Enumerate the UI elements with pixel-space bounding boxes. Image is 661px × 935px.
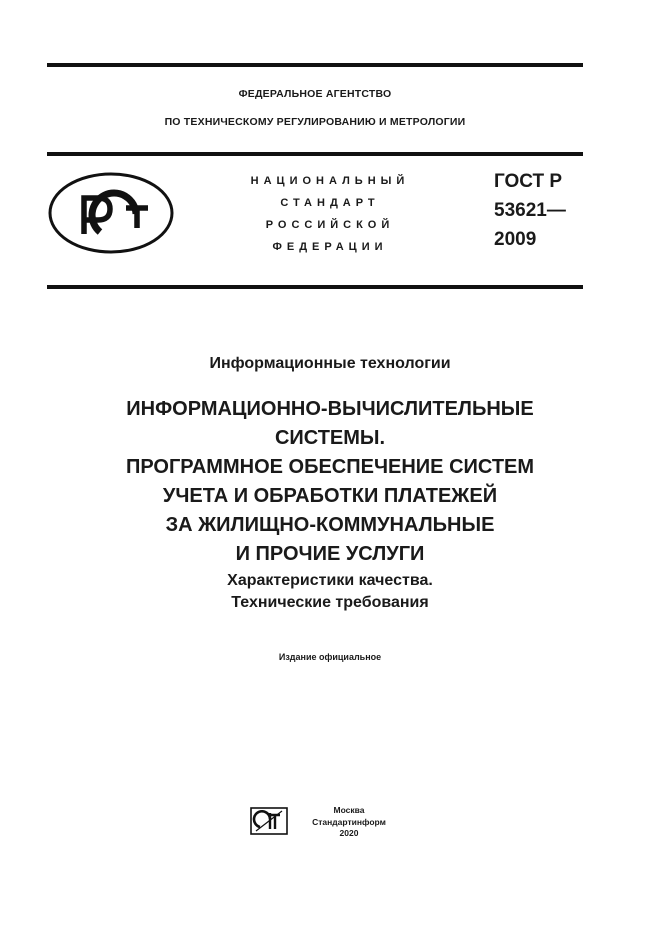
publisher-year: 2020 [339, 828, 359, 838]
title-line: ЗА ЖИЛИЩНО-КОММУНАЛЬНЫЕ [165, 514, 495, 536]
publisher-city: Москва [333, 805, 365, 815]
national-standard-line-3: РОССИЙСКОЙ [265, 219, 395, 231]
edition-label: Издание официальное [278, 652, 382, 662]
agency-line-2: ПО ТЕХНИЧЕСКОМУ РЕГУЛИРОВАНИЮ И МЕТРОЛОГИИ [164, 116, 466, 128]
publisher-name: Стандартинформ [312, 816, 386, 827]
national-standard-label [230, 170, 430, 258]
publisher-info [304, 805, 394, 840]
document-title [47, 395, 613, 569]
title-line: И ПРОЧИЕ УСЛУГИ [235, 543, 425, 565]
title-line: ИНФОРМАЦИОННО-ВЫЧИСЛИТЕЛЬНЫЕ [126, 398, 534, 420]
gost-designation [494, 167, 566, 254]
subtitle-line: Технические требования [231, 594, 429, 611]
title-line: УЧЕТА И ОБРАБОТКИ ПЛАТЕЖЕЙ [162, 485, 498, 507]
national-standard-line-2: СТАНДАРТ [280, 197, 380, 209]
agency-line-1: ФЕДЕРАЛЬНОЕ АГЕНТСТВО [238, 88, 392, 100]
title-line: ПРОГРАММНОЕ ОБЕСПЕЧЕНИЕ СИСТЕМ [125, 456, 535, 478]
top-rule [47, 63, 583, 67]
national-standard-line-4: ФЕДЕРАЦИИ [272, 241, 388, 253]
national-standard-line-1: НАЦИОНАЛЬНЫЙ [250, 175, 410, 187]
gost-line-2: 53621— [494, 200, 566, 221]
field-heading: Информационные технологии [209, 355, 451, 372]
standartinform-logo-icon [250, 807, 288, 835]
gost-line-3: 2009 [494, 229, 537, 250]
gost-line-1: ГОСТ Р [494, 171, 563, 192]
standard-block-divider [47, 285, 583, 289]
document-subtitle [47, 570, 613, 614]
header-divider [47, 152, 583, 156]
subtitle-line: Характеристики качества. [227, 572, 433, 589]
pct-gost-mark-icon [48, 172, 174, 254]
title-line: СИСТЕМЫ. [274, 427, 386, 449]
